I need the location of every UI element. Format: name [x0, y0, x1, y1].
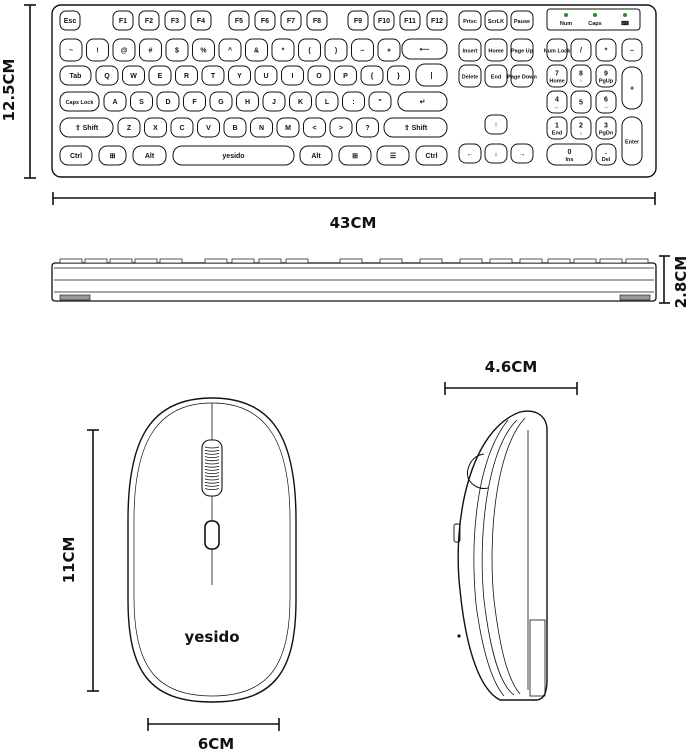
key-label: Alt [144, 153, 155, 160]
key-f12[interactable] [427, 11, 447, 30]
key-label: Ctrl [425, 153, 438, 160]
key-numpad-enter[interactable] [622, 117, 642, 165]
key-numpad-6[interactable] [596, 91, 616, 113]
key-g[interactable] [210, 92, 232, 111]
key-right-windows[interactable] [339, 146, 371, 165]
mouse-side-view [454, 411, 547, 700]
keyboard-width-label: 43CM [329, 214, 377, 232]
key-left-windows[interactable] [99, 146, 126, 165]
key-num-lock[interactable] [544, 39, 572, 61]
key-symbol[interactable] [378, 39, 400, 61]
key-o[interactable] [308, 66, 330, 85]
key-label: & [253, 47, 260, 55]
key-h[interactable] [237, 92, 259, 111]
side-keycap [259, 259, 281, 263]
key-label: % [200, 47, 207, 55]
key-left-alt[interactable] [133, 146, 166, 165]
key-symbol[interactable] [272, 39, 294, 61]
key-label: Y [237, 73, 242, 80]
key-arrow-left[interactable] [459, 144, 481, 163]
key-label: @ [120, 47, 128, 55]
key-label: ⟵ [419, 46, 430, 54]
key-label: " [378, 99, 382, 106]
key-left-shift[interactable] [60, 118, 113, 137]
key-delete[interactable] [459, 65, 481, 87]
indicator-panel [547, 9, 640, 30]
key-label: ⇧ Shift [74, 125, 99, 132]
key-label: F [192, 99, 197, 106]
key-f11[interactable] [400, 11, 420, 30]
key-label: O [316, 73, 322, 80]
keyboard-thickness-label: 2.8CM [672, 255, 690, 309]
side-keycap [490, 259, 512, 263]
key-f1[interactable] [113, 11, 133, 30]
mouse-width-dimension [148, 718, 279, 752]
key-label: F11 [404, 18, 416, 25]
key-label: R [183, 73, 190, 80]
key-symbol[interactable] [60, 39, 82, 61]
key-symbol[interactable] [87, 39, 109, 61]
key-symbol[interactable] [219, 39, 241, 61]
key-arrow-up[interactable] [485, 115, 507, 134]
indicator-caps-label: Caps [588, 21, 602, 27]
key-label: F4 [196, 18, 206, 25]
key-menu[interactable] [377, 146, 409, 165]
key-prtsc[interactable] [459, 11, 481, 30]
key-label: F8 [312, 18, 322, 25]
key-label: 6 [604, 96, 608, 104]
mouse-width-label: 6CM [197, 735, 235, 752]
key-label: Home [488, 48, 504, 55]
key-label: ← [466, 151, 474, 158]
key-f5[interactable] [229, 11, 249, 30]
side-scroll-wheel [468, 454, 488, 489]
key-symbol[interactable] [166, 39, 188, 61]
key-label: 7 [555, 70, 559, 78]
key-numpad-8[interactable] [571, 65, 591, 87]
side-keycap [135, 259, 157, 263]
key-label: ↑ [494, 122, 498, 129]
key-e[interactable] [149, 66, 171, 85]
key-label: 2 [579, 122, 583, 130]
key-label: F5 [234, 18, 244, 25]
key-label: G [218, 99, 224, 106]
key-label: $ [175, 47, 179, 55]
side-keycap [460, 259, 482, 263]
key-left-ctrl[interactable] [60, 146, 92, 165]
mouse-top-view [128, 398, 296, 702]
key-page-up[interactable] [511, 39, 534, 61]
key-i[interactable] [282, 66, 304, 85]
key-sublabel: PgDn [598, 130, 614, 137]
key-symbol[interactable] [361, 66, 383, 85]
key-label: Pause [513, 19, 531, 25]
key-right-alt[interactable] [300, 146, 332, 165]
key-label: W [130, 73, 137, 80]
key-sublabel: Del [601, 157, 611, 163]
key-f[interactable] [184, 92, 206, 111]
side-keycap [232, 259, 254, 263]
key-numpad-1[interactable] [547, 117, 567, 139]
key-n[interactable] [251, 118, 273, 137]
key-sublabel: Ins [565, 157, 574, 163]
key-d[interactable] [157, 92, 179, 111]
keyboard-height-dimension [0, 5, 36, 178]
key-numpad-multiply[interactable] [596, 39, 616, 61]
key-label: – [360, 47, 365, 55]
key-label: > [338, 125, 344, 132]
key-v[interactable] [198, 118, 220, 137]
key-label: ↓ [494, 151, 498, 158]
key-label: 5 [579, 99, 583, 107]
key-label: 1 [555, 122, 559, 130]
key-label: Num Lock [543, 48, 571, 55]
key-pause[interactable] [511, 11, 533, 30]
side-keycap [574, 259, 596, 263]
key-label: F3 [170, 18, 180, 25]
key-esc[interactable] [60, 11, 80, 30]
keyboard-thickness-dimension [659, 256, 690, 309]
key-label: 3 [604, 122, 608, 130]
keyboard-width-dimension [53, 192, 655, 232]
key-label: P [343, 73, 348, 80]
key-sublabel: → [603, 104, 609, 111]
key-label: Prtsc [463, 19, 477, 25]
key-label: : [352, 99, 355, 106]
side-keycap [420, 259, 442, 263]
key-label: F12 [430, 18, 444, 25]
key-label: ~ [68, 47, 74, 55]
key-k[interactable] [290, 92, 312, 111]
key-label: yesido [222, 153, 245, 160]
key-symbol[interactable] [416, 64, 447, 86]
key-symbol[interactable] [388, 66, 410, 85]
key-numpad-2[interactable] [571, 117, 591, 139]
key-label: C [179, 125, 185, 132]
keyboard-top-view [52, 5, 656, 177]
key-symbol[interactable] [357, 118, 379, 137]
key-sublabel: PgUp [598, 78, 614, 85]
key-f3[interactable] [165, 11, 185, 30]
key-sublabel: ← [554, 104, 560, 111]
key-label: 4 [555, 96, 559, 104]
key-l[interactable] [316, 92, 338, 111]
side-keycap [110, 259, 132, 263]
key-label: H [244, 99, 251, 106]
key-m[interactable] [277, 118, 299, 137]
mouse-side-width-dimension [445, 358, 577, 395]
key-numpad-9[interactable] [596, 65, 616, 87]
key-label: X [153, 125, 158, 132]
key-label: } [397, 73, 400, 80]
key-home[interactable] [485, 39, 507, 61]
key-scrlk[interactable] [485, 11, 507, 30]
key-arrow-down[interactable] [485, 144, 507, 163]
key-symbol[interactable] [304, 118, 326, 137]
key-x[interactable] [145, 118, 167, 137]
key-label: * [281, 47, 285, 55]
key-label: * [604, 47, 608, 55]
key-right-ctrl[interactable] [416, 146, 447, 165]
key-numpad-0[interactable] [547, 144, 592, 165]
key-symbol[interactable] [113, 39, 135, 61]
key-label: Caps Lock [65, 100, 94, 106]
keyboard-keys [60, 11, 642, 165]
key-label: 0 [567, 149, 572, 156]
left-foot [60, 295, 90, 300]
key-label: ⊞ [109, 153, 116, 160]
key-symbol[interactable] [402, 39, 447, 59]
key-label: Enter [624, 139, 640, 146]
key-symbol[interactable] [398, 92, 447, 111]
key-f6[interactable] [255, 11, 275, 30]
num-led-icon [564, 13, 568, 17]
side-keycap [160, 259, 182, 263]
mouse-side-width-label: 4.6CM [484, 358, 538, 376]
key-label: F1 [118, 18, 128, 25]
keyboard-height-label: 12.5CM [0, 58, 18, 122]
key-label: ? [365, 125, 370, 132]
key-label: Q [104, 73, 110, 80]
side-keycap [600, 259, 622, 263]
key-label: ⊞ [352, 153, 358, 160]
key-right-shift[interactable] [384, 118, 447, 137]
key-label: Insert [462, 48, 478, 55]
key-label: End [490, 74, 502, 81]
side-keycap [286, 259, 308, 263]
key-symbol[interactable] [299, 39, 321, 61]
key-numpad-5[interactable] [571, 91, 591, 113]
key-symbol[interactable] [193, 39, 215, 61]
key-f8[interactable] [307, 11, 327, 30]
key-label: I [291, 73, 294, 80]
key-f4[interactable] [191, 11, 211, 30]
key-symbol[interactable] [140, 39, 162, 61]
key-label: ! [96, 47, 99, 55]
key-label: F7 [286, 18, 296, 25]
key-c[interactable] [171, 118, 193, 137]
key-symbol[interactable] [352, 39, 374, 61]
key-tab[interactable] [60, 66, 91, 85]
dpi-button [205, 521, 219, 549]
key-numpad-3[interactable] [596, 117, 616, 139]
key-t[interactable] [202, 66, 224, 85]
key-label: F2 [144, 18, 154, 25]
key-label: F6 [260, 18, 270, 25]
key-caps-lock[interactable] [60, 92, 99, 111]
key-label: < [312, 125, 317, 132]
right-foot [620, 295, 650, 300]
keyboard-side-view [52, 259, 656, 301]
key-numpad-divide[interactable] [571, 39, 591, 61]
key-label: Esc [63, 18, 77, 25]
scroll-wheel-icon [202, 440, 222, 496]
key-label: F9 [353, 18, 363, 25]
key-label: ☰ [389, 153, 397, 160]
key-label: ( [308, 47, 311, 55]
key-numpad-dot[interactable] [596, 144, 616, 165]
key-f9[interactable] [348, 11, 368, 30]
key-label: Page Up [510, 48, 534, 55]
key-sublabel: End [551, 130, 563, 137]
side-keycap [520, 259, 542, 263]
indicator-keyboard-label: ⌨ [621, 21, 629, 27]
key-numpad-plus[interactable] [622, 67, 642, 109]
key-label: ↵ [419, 99, 426, 106]
key-label: S [139, 99, 144, 106]
key-symbol[interactable] [343, 92, 365, 111]
key-z[interactable] [118, 118, 140, 137]
key-label: K [297, 99, 304, 106]
key-symbol[interactable] [246, 39, 268, 61]
side-keycap [60, 259, 82, 263]
key-label: / [580, 47, 582, 55]
key-label: Z [126, 125, 132, 132]
key-end[interactable] [485, 65, 507, 87]
side-keycap [340, 259, 362, 263]
key-numpad-7[interactable] [547, 65, 567, 87]
key-sublabel: ↓ [579, 130, 583, 137]
key-s[interactable] [131, 92, 153, 111]
key-label: F10 [377, 18, 391, 25]
key-label: V [206, 125, 211, 132]
key-label: E [157, 73, 163, 80]
mouse-length-label: 11CM [60, 536, 78, 584]
key-label: + [386, 47, 392, 55]
key-label: | [430, 72, 433, 80]
key-symbol[interactable] [369, 92, 391, 111]
key-label: ScrLK [487, 19, 505, 25]
indicator-num-label: Num [559, 21, 573, 27]
key-label: – [630, 47, 634, 55]
caps-led-icon [593, 13, 597, 17]
key-label: # [148, 47, 153, 55]
key-symbol[interactable] [330, 118, 352, 137]
key-label: B [232, 125, 238, 132]
key-q[interactable] [96, 66, 118, 85]
key-label: ) [334, 47, 338, 55]
key-label: Page Down [507, 74, 537, 81]
side-keycap [626, 259, 648, 263]
key-label: + [629, 85, 635, 93]
side-keycap [85, 259, 107, 263]
key-label: T [210, 73, 216, 80]
mouse-length-dimension [60, 430, 99, 691]
side-switch [457, 634, 460, 637]
key-page-down[interactable] [507, 65, 537, 87]
key-numpad-4[interactable] [547, 91, 567, 113]
key-spacebar[interactable] [173, 146, 294, 165]
mouse-brand-logo: yesido [184, 628, 240, 646]
key-u[interactable] [255, 66, 277, 85]
key-label: Tab [69, 73, 82, 80]
key-label: J [272, 99, 276, 106]
key-label: U [263, 73, 269, 80]
key-insert[interactable] [459, 39, 481, 61]
key-label: ^ [227, 47, 233, 55]
side-keycap [380, 259, 402, 263]
key-f7[interactable] [281, 11, 301, 30]
key-b[interactable] [224, 118, 246, 137]
key-label: { [370, 73, 374, 80]
key-sublabel: ↑ [579, 78, 583, 85]
key-j[interactable] [263, 92, 285, 111]
key-label: Ctrl [69, 153, 83, 160]
key-r[interactable] [176, 66, 198, 85]
key-w[interactable] [123, 66, 145, 85]
key-label: 9 [604, 70, 608, 78]
key-arrow-right[interactable] [511, 144, 533, 163]
key-label: Delete [461, 74, 479, 81]
key-y[interactable] [229, 66, 251, 85]
scroll-led-icon [623, 13, 627, 17]
key-numpad-minus[interactable] [622, 39, 642, 61]
side-keycap [548, 259, 570, 263]
side-keycap [205, 259, 227, 263]
key-label: 8 [579, 70, 583, 78]
key-label: D [165, 99, 171, 106]
key-label: . [605, 149, 607, 156]
key-f2[interactable] [139, 11, 159, 30]
key-sublabel: Home [549, 78, 565, 85]
key-label: M [285, 125, 291, 132]
key-a[interactable] [104, 92, 126, 111]
key-label: → [518, 151, 526, 158]
key-label: L [324, 99, 330, 106]
key-label: A [112, 99, 118, 106]
key-label: ⇧ Shift [403, 125, 428, 132]
key-label: N [258, 125, 265, 132]
key-f10[interactable] [374, 11, 394, 30]
key-p[interactable] [335, 66, 357, 85]
key-symbol[interactable] [325, 39, 347, 61]
key-label: Alt [311, 153, 321, 160]
